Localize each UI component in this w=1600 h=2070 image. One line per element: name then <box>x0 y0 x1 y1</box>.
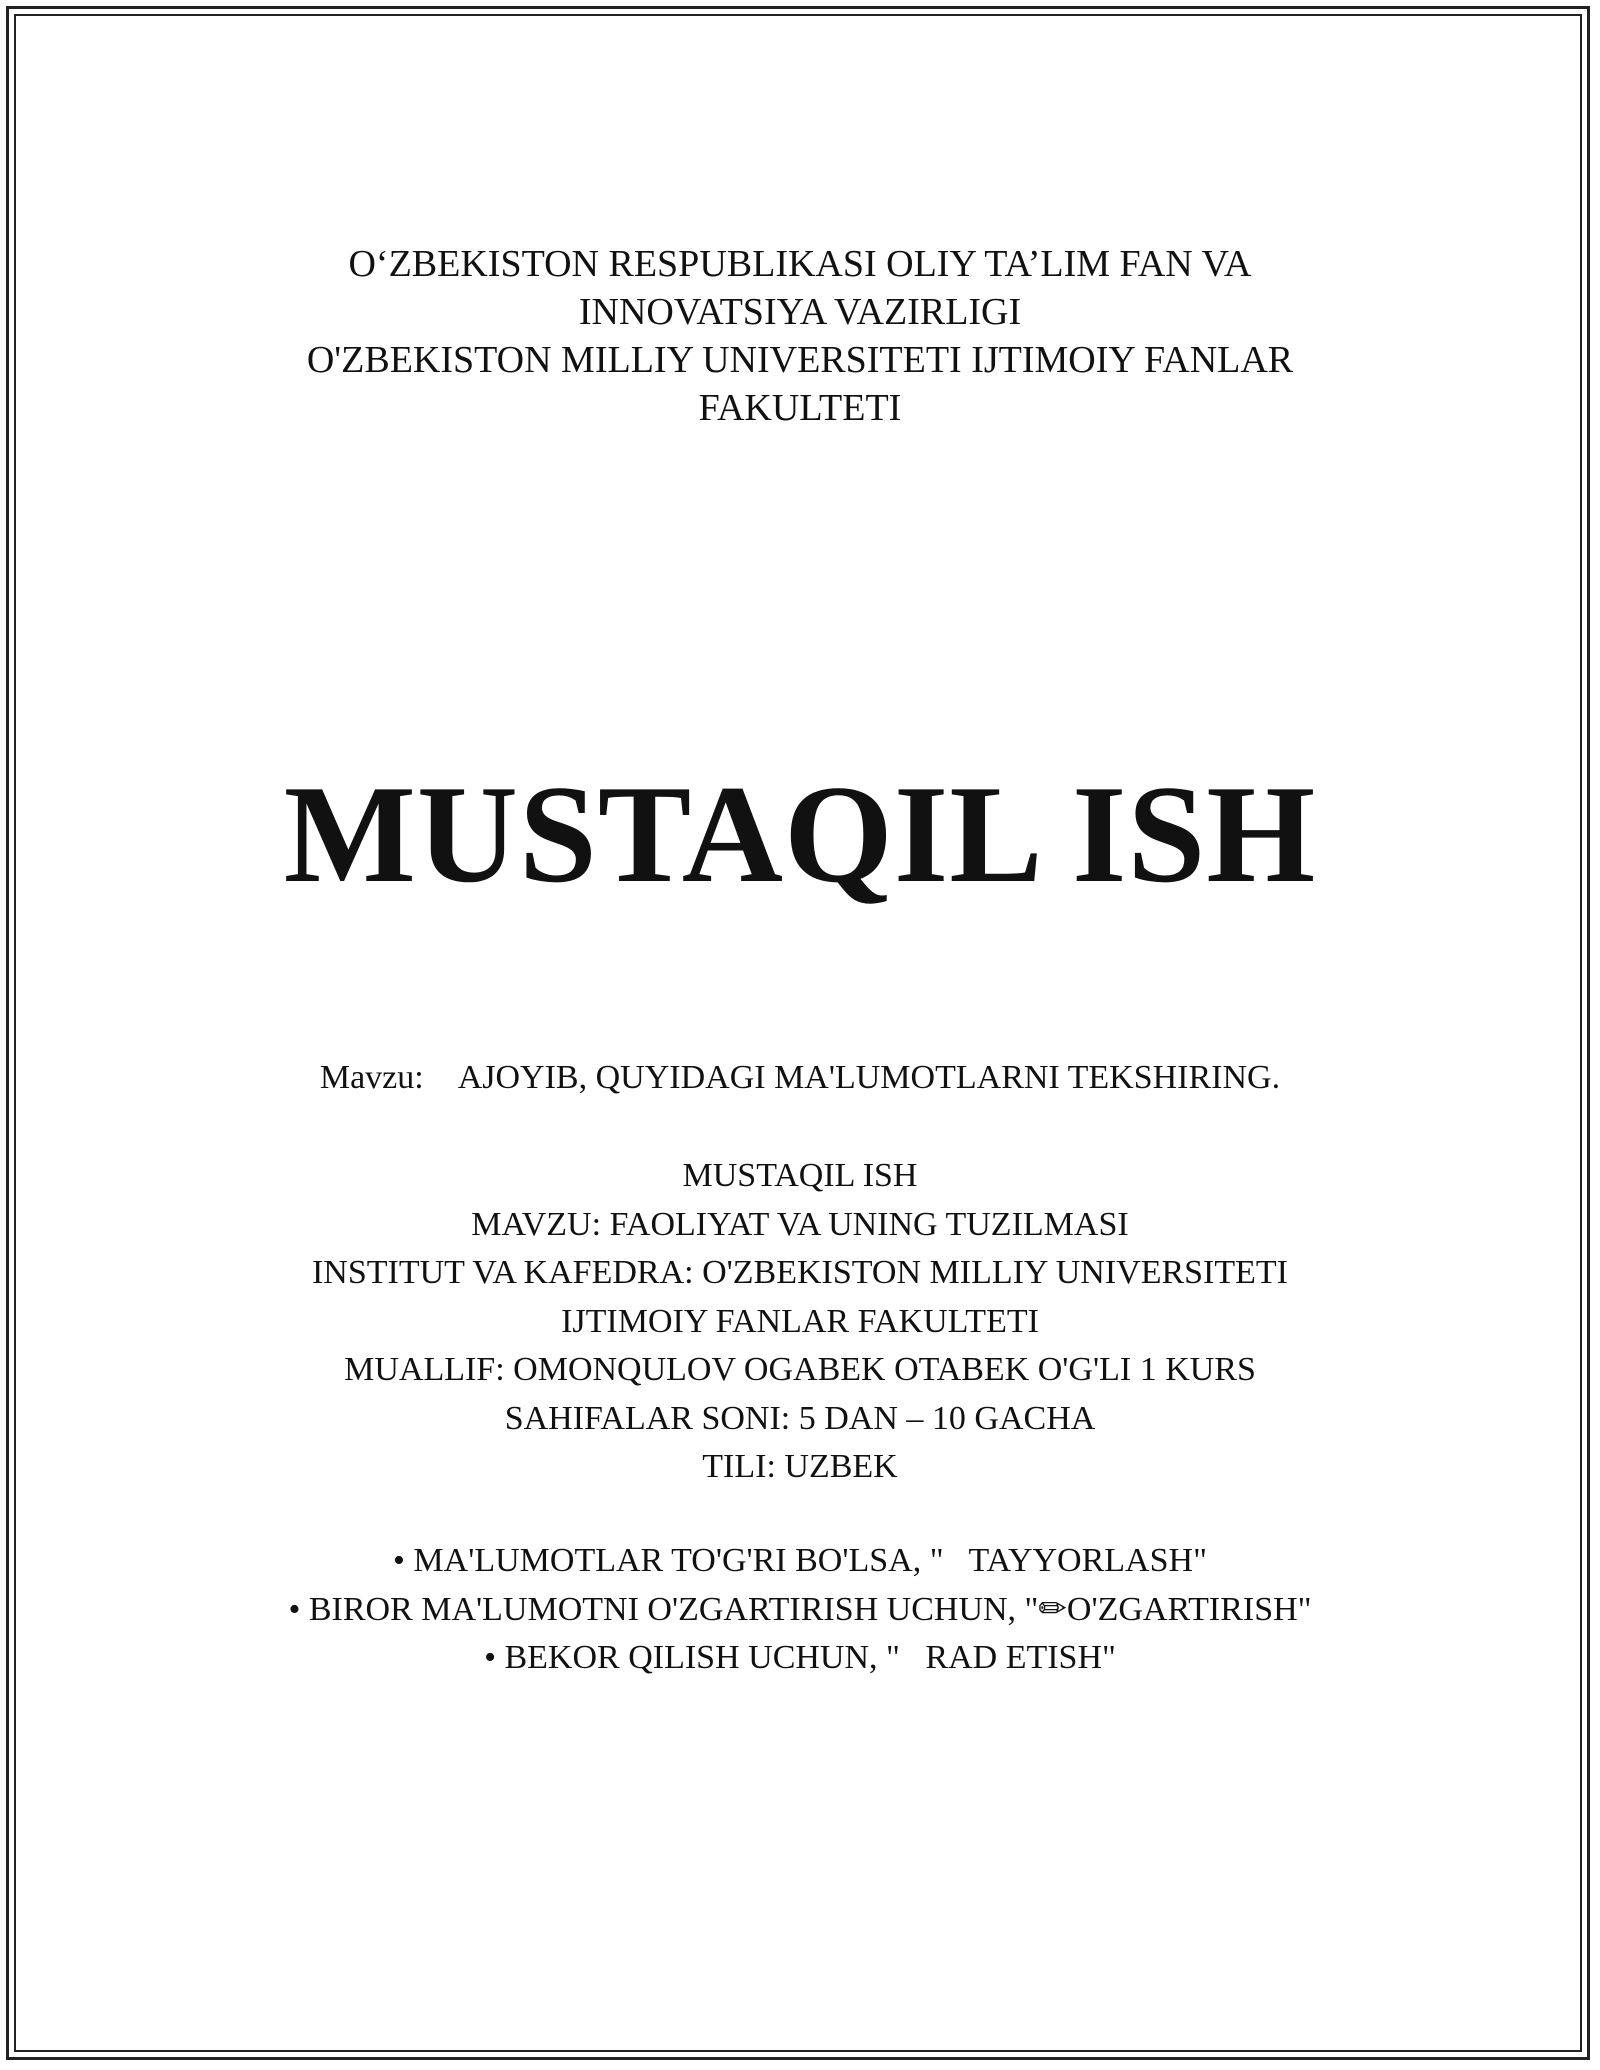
info-line: INSTITUT VA KAFEDRA: O'ZBEKISTON MILLIY UNIVERSITETI <box>311 1254 1289 1291</box>
info-line: TILI: UZBEK <box>702 1448 898 1485</box>
header-line: O‘ZBEKISTON RESPUBLIKASI OLIY TA’LIM FAN VA <box>348 243 1252 285</box>
topic-line <box>0 1055 1600 1101</box>
header-line: INNOVATSIYA VAZIRLIGI <box>578 291 1022 333</box>
action-instructions <box>0 1537 1600 1683</box>
info-line: MAVZU: FAOLIYAT VA UNING TUZILMASI <box>471 1205 1129 1243</box>
info-line: SAHIFALAR SONI: 5 DAN – 10 GACHA <box>504 1399 1096 1437</box>
header-line: O'ZBEKISTON MILLIY UNIVERSITETI IJTIMOIY FANLAR <box>306 339 1294 381</box>
info-line: IJTIMOIY FANLAR FAKULTETI <box>561 1302 1039 1340</box>
topic-label: Mavzu: <box>319 1059 424 1096</box>
info-line: MUSTAQIL ISH <box>682 1157 918 1194</box>
document-info <box>0 1152 1600 1492</box>
topic-value: AJOYIB, QUYIDAGI MA'LUMOTLARNI TEKSHIRING. <box>457 1059 1281 1096</box>
document-title: MUSTAQIL ISH <box>283 757 1317 912</box>
header-line: FAKULTETI <box>698 387 902 429</box>
action-line: • BEKOR QILISH UCHUN, " RAD ETISH" <box>484 1639 1116 1676</box>
info-line: MUALLIF: OMONQULOV OGABEK OTABEK O'G'LI 1 KURS <box>344 1351 1256 1388</box>
institution-header <box>0 240 1600 432</box>
action-line: • BIROR MA'LUMOTNI O'ZGARTIRISH UCHUN, "✏O'ZGARTIRISH" <box>288 1590 1312 1628</box>
action-line: • MA'LUMOTLAR TO'G'RI BO'LSA, " TAYYORLASH" <box>393 1542 1207 1579</box>
